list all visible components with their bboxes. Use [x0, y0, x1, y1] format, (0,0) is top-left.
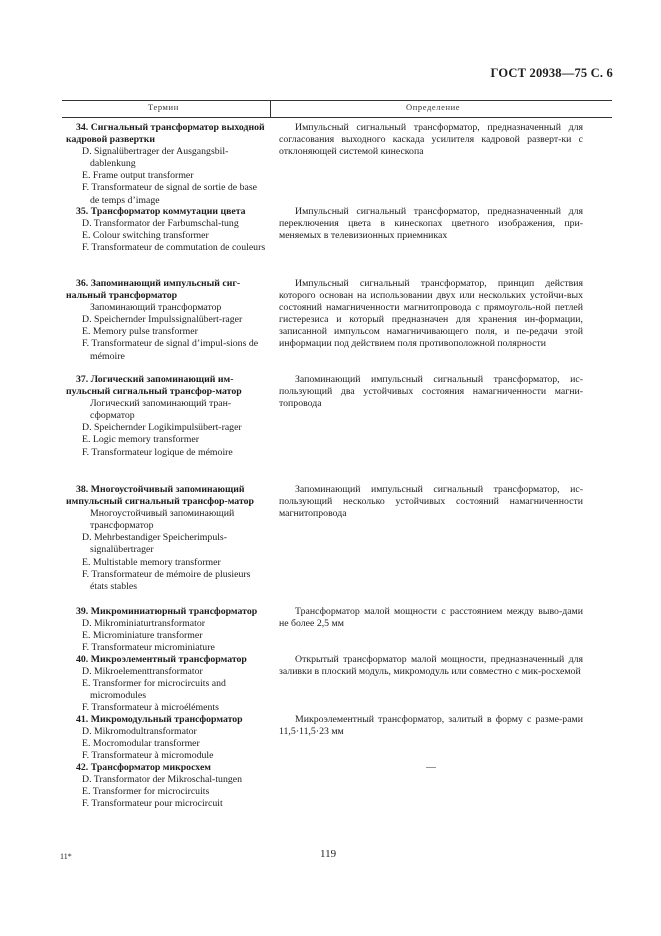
column-header-term: Термин — [148, 102, 179, 112]
term-cell: 35. Трансформатор коммутации цвета D. Transformator der Farbumschal-tung E. Colour switching transformer F. Transformateur de commutation de couleurs — [76, 206, 266, 254]
definition-cell: Трансформатор малой мощности с расстоянием между выво-дами не более 2,5 мм — [279, 606, 583, 630]
table-row — [0, 278, 661, 374]
table-header-rule — [62, 117, 612, 118]
definition-cell: Запоминающий импульсный сигнальный трансформатор, ис-пользующий несколько устойчивых состояний намагниченности магнитопровода — [279, 484, 583, 520]
definition-cell: Открытый трансформатор малой мощности, предназначенный для заливки в плоский модуль, микромодуль или совместно с мик-росхемой — [279, 654, 583, 678]
definition-cell: Импульсный сигнальный трансформатор, предназначенный для согласования выходного каскада усилителя кадровой разверт-ки с отклоняющей системой кинескопа — [279, 122, 583, 158]
page-number: 119 — [320, 848, 337, 860]
term-cell: 36. Запоминающий импульсный сиг-нальный трансформатор Запоминающий трансформатор D. Speichernder Impulssignalübert-rager E. Memory pulse transformer F. Transformateur de signal d’impul-sions de mémoire — [66, 278, 259, 362]
term-cell: 38. Многоустойчивый запоминающий импульсный сигнальный трансфор-матор Многоустойчивый запоминающий трансформатор D. Mehrbestandiger Speicherimpuls-signalübertrager E. Multistable memory transformer F. Transformateur de mémoire de plusieurs états stables — [66, 484, 254, 592]
document-header: ГОСТ 20938—75 С. 6 — [490, 66, 613, 80]
definition-cell: Запоминающий импульсный сигнальный трансформатор, ис-пользующий два устойчивых состояния намагниченности магни-топровода — [279, 374, 583, 410]
term-cell: 34. Сигнальный трансформатор выходной кадровой развертки D. Signalübertrager der Ausgangsbil-dablenkung E. Frame output transformer F. Transformateur de signal de sortie de base de temps d’image — [66, 122, 265, 206]
footer-signature-mark: 11* — [60, 852, 72, 861]
column-header-definition: Определение — [406, 102, 461, 112]
column-divider — [270, 101, 271, 117]
term-cell: 40. Микроэлементный трансформатор D. Mikroelementtransformator E. Transformer for microcircuits and micromodules F. Transformateur à microéléments — [76, 654, 247, 714]
definition-cell: Микроэлементный трансформатор, залитый в форму с разме-рами 11,5·11,5·23 мм — [279, 714, 583, 738]
table-row — [0, 606, 661, 654]
table-row — [0, 714, 661, 762]
term-cell: 41. Микромодульный трансформатор D. Mikromodultransformator E. Mocromodular transformer F. Transformateur à micromodule — [76, 714, 243, 762]
term-cell: 42. Трансформатор микросхем D. Transformator der Mikroschal-tungen E. Transformer for microcircuits F. Transformateur pour microcircuit — [76, 762, 242, 810]
table-top-rule — [62, 100, 612, 101]
table-row — [0, 762, 661, 826]
table-row — [0, 654, 661, 714]
term-cell: 37. Логический запоминающий им-пульсный сигнальный трансфор-матор Логический запоминающий тран-сформатор D. Speichernder Logikimpulsübert-rager E. Logic memory transformer F. Transformateur logique de mémoire — [66, 374, 242, 458]
table-row — [0, 206, 661, 278]
term-cell: 39. Микроминиатюрный трансформатор D. Mikrominiaturtransformator E. Microminiature transformer F. Transformateur microminiature — [76, 606, 258, 654]
definition-cell: Импульсный сигнальный трансформатор, принцип действия которого основан на использовании двух или нескольких устойчи-вых состояний намагниченности магнитопровода с прямоуголь-ной петлей гистерезиса и который предназначен для хранения ин-формации, записанной импульсом намагничивающего поля, и пе-редачи этой информации под действием поля противоположной полярности — [279, 278, 583, 350]
table-row — [0, 122, 661, 206]
table-body — [0, 122, 661, 826]
table-row — [0, 484, 661, 606]
definition-cell: Импульсный сигнальный трансформатор, предназначенный для переключения цвета в кинескопах цветного изображения, при-меняемых в телевизионных приемниках — [279, 206, 583, 242]
table-row — [0, 374, 661, 484]
definition-cell: — — [426, 762, 436, 773]
